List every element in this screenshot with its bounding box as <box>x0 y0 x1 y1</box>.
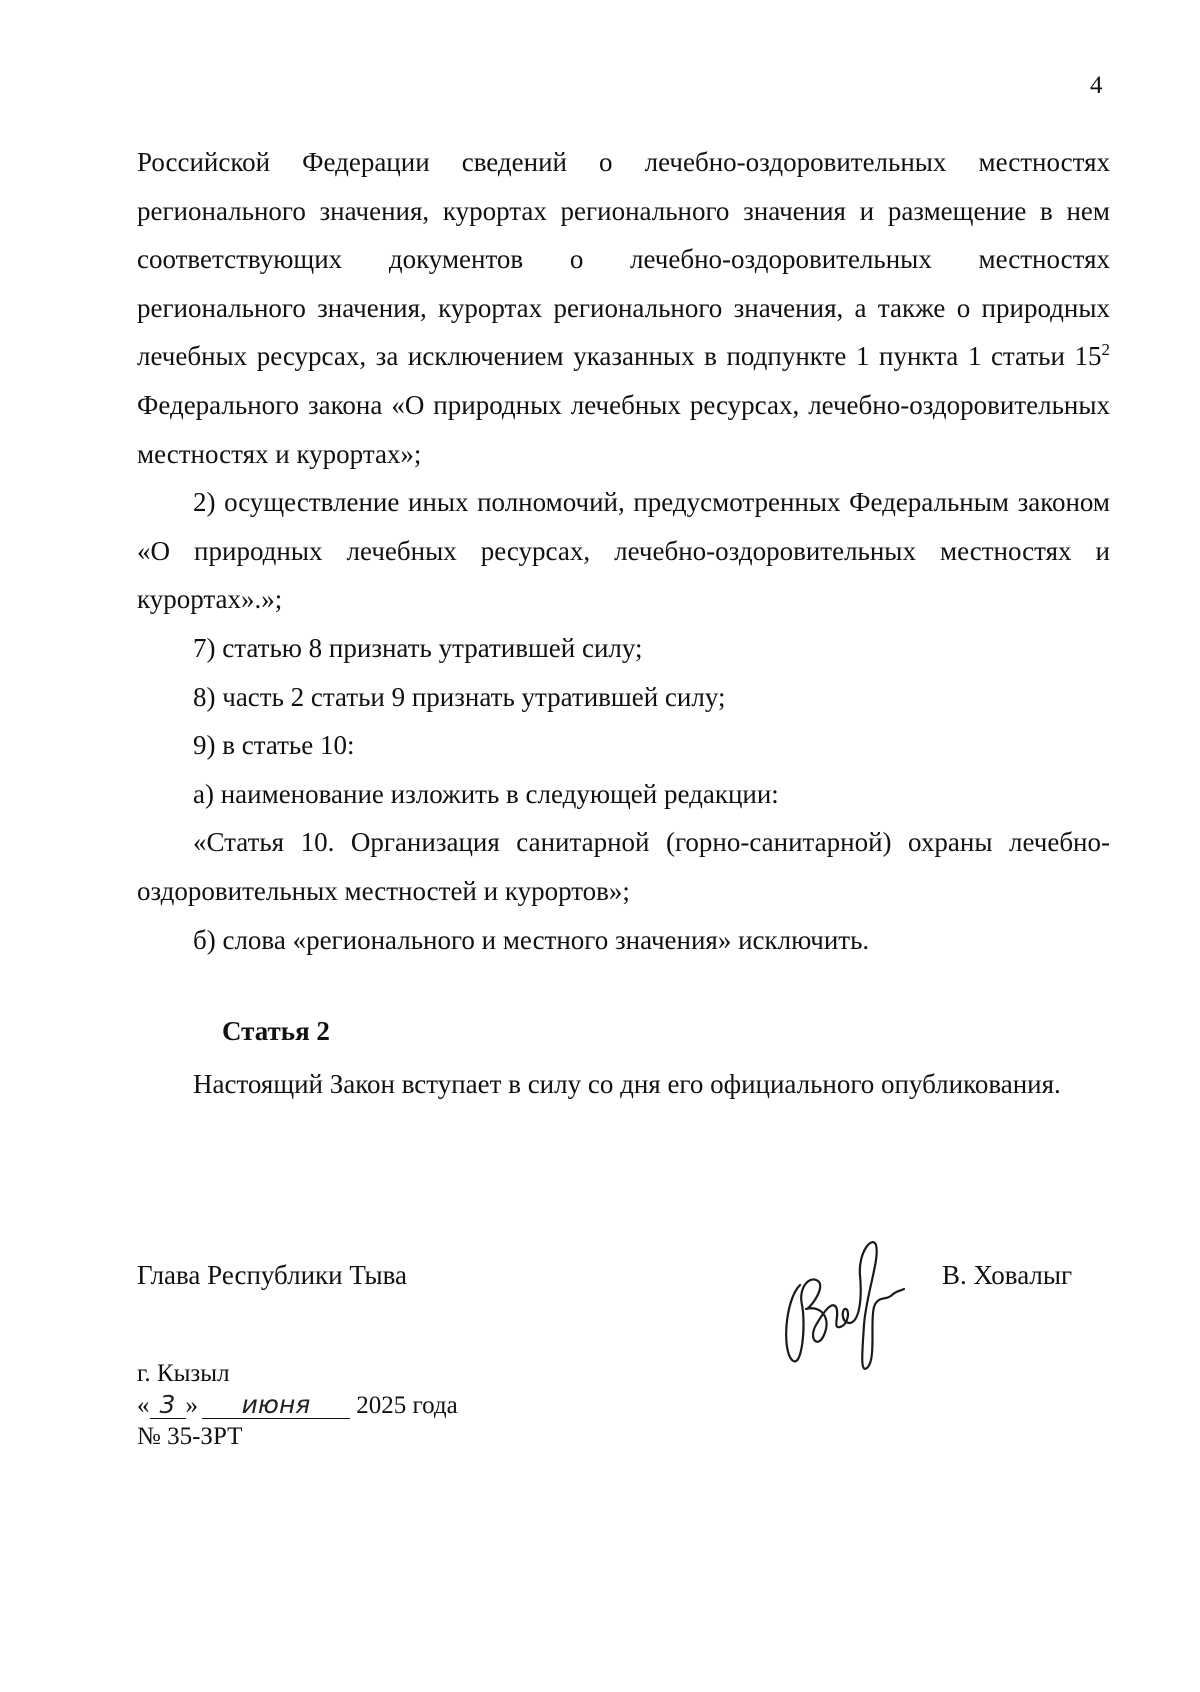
document-body <box>137 138 1110 964</box>
date-month-handwritten: июня <box>202 1392 350 1419</box>
date-close-quote: » <box>185 1392 198 1419</box>
signatory-title: Глава Республики Тыва <box>137 1260 408 1290</box>
paragraph-article-10-title: «Статья 10. Организация санитарной (горно-санитарной) охраны лечебно-оздоровительных местностей и курортов»; <box>137 827 1110 906</box>
paragraph-item-8: 8) часть 2 статьи 9 признать утратившей силу; <box>193 681 726 712</box>
handwritten-signature <box>780 1225 910 1375</box>
law-number: № 35-ЗРТ <box>137 1423 243 1450</box>
paragraph-text-before: Российской Федерации сведений о лечебно-оздоровительных местностях регионального значения, курортах регионального значения и размещение в нем соответствующих документов о лечебно-оздоровительных местностях регионального значения, курортах регионального значения, а также о природных лечебных ресурсах, за исключением указанных в подпункте 1 пункта 1 статьи 15 <box>137 147 1110 372</box>
signatory-name: В. Ховалыг <box>942 1260 1073 1290</box>
paragraph-item-9: 9) в статье 10: <box>193 730 355 761</box>
paragraph-subitem-a: а) наименование изложить в следующей редакции: <box>193 778 779 809</box>
article-2-text: Настоящий Закон вступает в силу со дня его официального опубликования. <box>193 1069 1061 1099</box>
signing-date <box>137 1392 458 1420</box>
article-2-body <box>137 1060 1110 1109</box>
paragraph-continuation <box>137 138 1110 478</box>
date-day-handwritten: 3 <box>150 1392 186 1419</box>
paragraph-item-2: 2) осуществление иных полномочий, предусмотренных Федеральным законом «О природных лечебных ресурсах, лечебно-оздоровительных местностях и курортах».»; <box>137 487 1110 615</box>
paragraph-subitem-b: б) слова «регионального и местного значения» исключить. <box>193 924 870 955</box>
paragraph-text-after: Федерального закона «О природных лечебных ресурсах, лечебно-оздоровительных местностях и курортах»; <box>137 389 1110 469</box>
page-number: 4 <box>1090 72 1103 99</box>
date-year: 2025 года <box>356 1392 458 1419</box>
date-open-quote: « <box>137 1392 150 1419</box>
article-2-heading: Статья 2 <box>222 1016 330 1046</box>
superscript-marker: 2 <box>1101 340 1110 360</box>
place-of-signing: г. Кызыл <box>137 1360 230 1387</box>
paragraph-item-7: 7) статью 8 признать утратившей силу; <box>193 632 643 663</box>
